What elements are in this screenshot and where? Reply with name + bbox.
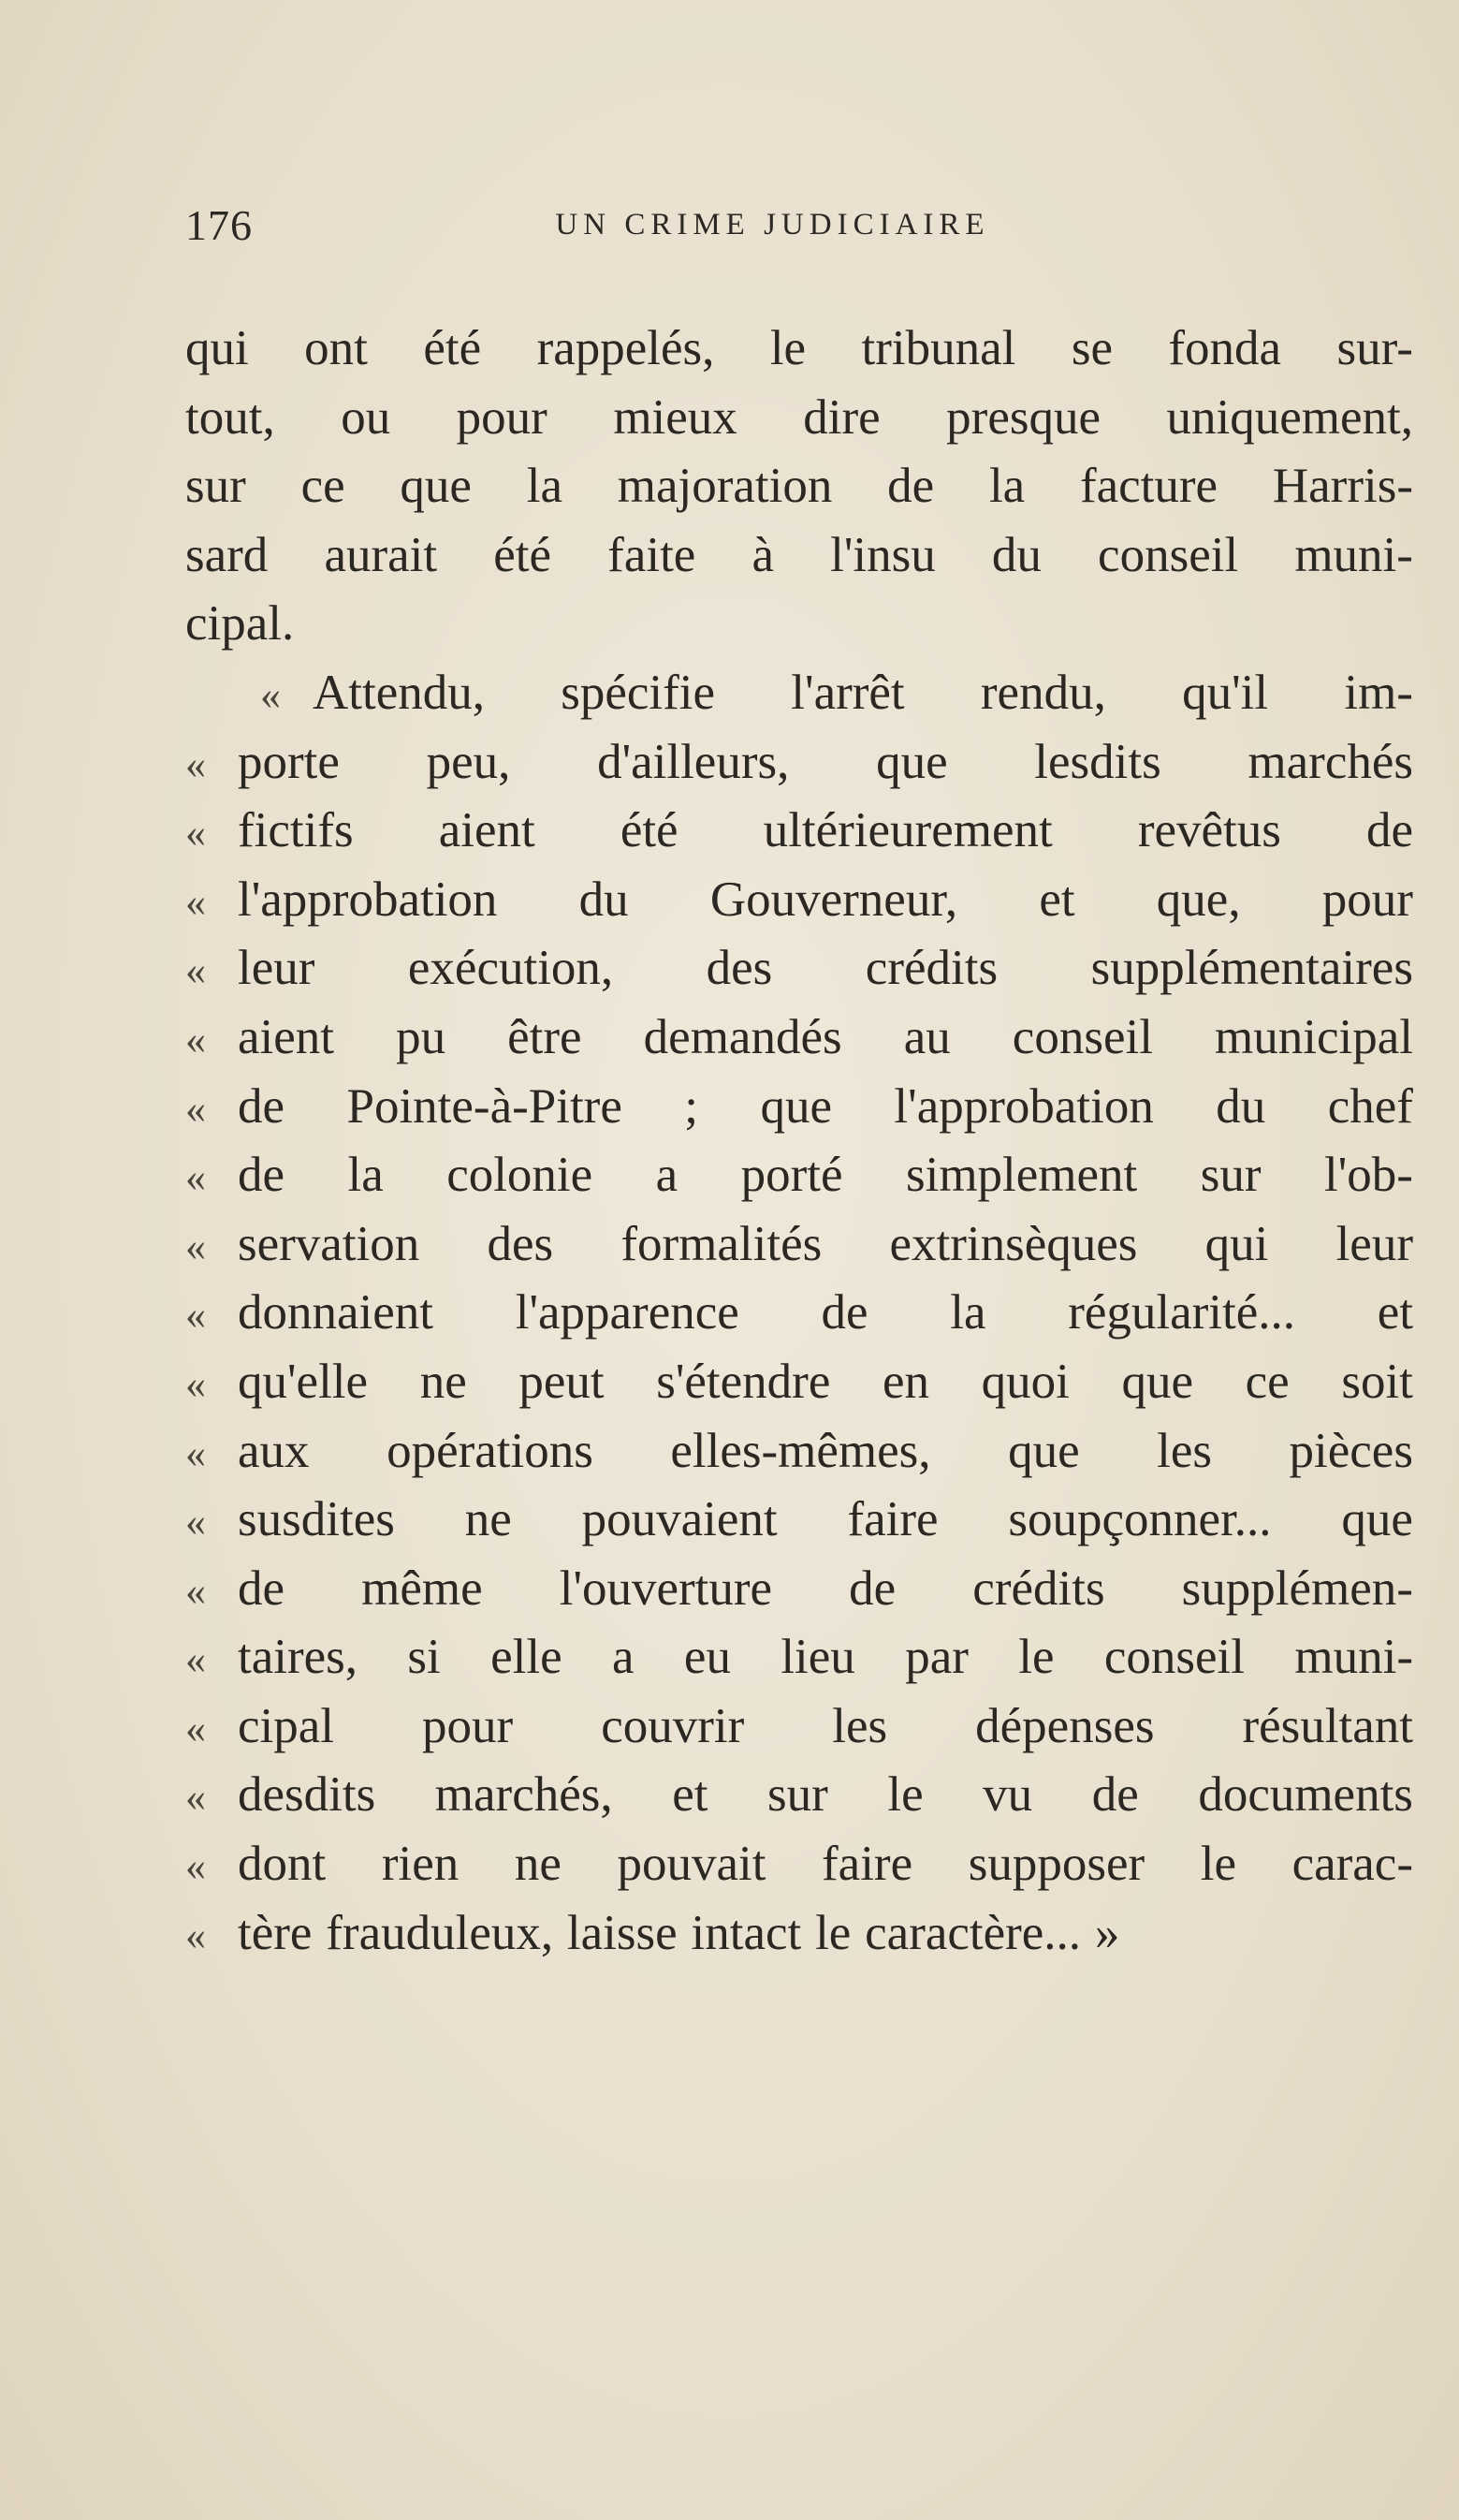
- guillemet-mark: «: [185, 1636, 206, 1683]
- quote-line-content: dont rien ne pouvait faire supposer le carac-: [238, 1837, 1413, 1892]
- quote-line: [185, 1004, 1413, 1073]
- guillemet-mark: «: [185, 1774, 206, 1821]
- quote-line-content: de la colonie a porté simplement sur l'ob-: [238, 1148, 1413, 1203]
- guillemet-mark: «: [185, 1085, 206, 1132]
- quote-line-content: aux opérations elles-mêmes, que les pièces: [238, 1423, 1413, 1478]
- quote-line: [185, 1141, 1413, 1210]
- text-line: [185, 590, 1413, 659]
- guillemet-mark: «: [185, 1292, 206, 1339]
- quote-line-content: de Pointe-à-Pitre ; que l'approbation du chef: [238, 1078, 1413, 1134]
- guillemet-mark: «: [185, 1843, 206, 1890]
- quote-line-content: taires, si elle a eu lieu par le conseil muni-: [238, 1630, 1413, 1685]
- quote-line: [185, 934, 1413, 1004]
- quote-line: [185, 1899, 1413, 1969]
- quote-line: [185, 1555, 1413, 1624]
- quote-line: [185, 1761, 1413, 1830]
- page-number: 176: [185, 201, 253, 249]
- text-line-content: tout, ou pour mieux dire presque uniquement,: [185, 389, 1413, 445]
- quote-line-content: Attendu, spécifie l'arrêt rendu, qu'il im-: [313, 665, 1413, 720]
- quote-line-content: cipal pour couvrir les dépenses résultant: [238, 1698, 1413, 1753]
- guillemet-mark: «: [185, 740, 206, 787]
- quote-line-content: leur exécution, des crédits supplémentaires: [238, 941, 1413, 996]
- text-line: [185, 452, 1413, 521]
- quote-line-content: servation des formalités extrinsèques qui leur: [238, 1216, 1413, 1271]
- quote-line: [185, 1279, 1413, 1348]
- guillemet-mark: «: [185, 947, 206, 994]
- quote-line-content: susdites ne pouvaient faire soupçonner... que: [238, 1492, 1413, 1547]
- text-line: [185, 384, 1413, 453]
- guillemet-mark: «: [185, 1912, 206, 1958]
- quote-line: [185, 1348, 1413, 1417]
- guillemet-mark: «: [185, 810, 206, 857]
- guillemet-mark: «: [185, 878, 206, 925]
- quote-line-content: l'approbation du Gouverneur, et que, pour: [238, 872, 1413, 927]
- text-line-content: cipal.: [185, 596, 295, 652]
- quote-line-content: tère frauduleux, laisse intact le caractère... »: [238, 1905, 1120, 1960]
- paragraph: [185, 315, 1413, 659]
- page-header: [185, 200, 1360, 256]
- guillemet-mark: «: [185, 1567, 206, 1614]
- body-text: [185, 315, 1413, 1968]
- text-line: [185, 315, 1413, 384]
- guillemet-mark: «: [185, 1154, 206, 1201]
- quote-first-line: [185, 659, 1413, 728]
- quote-line: [185, 1830, 1413, 1899]
- guillemet-mark: «: [260, 671, 281, 718]
- quote-line-content: de même l'ouverture de crédits supplémen-: [238, 1560, 1413, 1616]
- guillemet-mark: «: [185, 1360, 206, 1407]
- quote-line: [185, 1486, 1413, 1555]
- quote-line-content: fictifs aient été ultérieurement revêtus de: [238, 803, 1413, 858]
- quote-line: [185, 866, 1413, 935]
- text-line: [185, 521, 1413, 591]
- guillemet-mark: «: [185, 1223, 206, 1269]
- guillemet-mark: «: [185, 1016, 206, 1062]
- text-line-content: qui ont été rappelés, le tribunal se fonda sur-: [185, 321, 1413, 375]
- running-title: UN CRIME JUDICIAIRE: [555, 208, 990, 242]
- quote-line: [185, 797, 1413, 866]
- quote-line: [185, 1210, 1413, 1280]
- guillemet-mark: «: [185, 1429, 206, 1476]
- quote-line-content: donnaient l'apparence de la régularité... et: [238, 1285, 1413, 1341]
- guillemet-mark: «: [185, 1499, 206, 1546]
- text-line-content: sard aurait été faite à l'insu du conseil muni-: [185, 527, 1413, 582]
- quotation: [185, 659, 1413, 1968]
- quote-line: [185, 1073, 1413, 1142]
- quote-line: [185, 1623, 1413, 1692]
- guillemet-mark: «: [185, 1705, 206, 1751]
- quote-line: [185, 728, 1413, 798]
- quote-line-content: aient pu être demandés au conseil municipal: [238, 1009, 1413, 1064]
- text-line-content: sur ce que la majoration de la facture Harris-: [185, 459, 1413, 514]
- quote-line: [185, 1692, 1413, 1762]
- quote-line: [185, 1417, 1413, 1487]
- quote-line-content: qu'elle ne peut s'étendre en quoi que ce soit: [238, 1354, 1413, 1409]
- quote-line-content: porte peu, d'ailleurs, que lesdits marchés: [238, 734, 1413, 789]
- quote-line-content: desdits marchés, et sur le vu de documents: [238, 1767, 1413, 1823]
